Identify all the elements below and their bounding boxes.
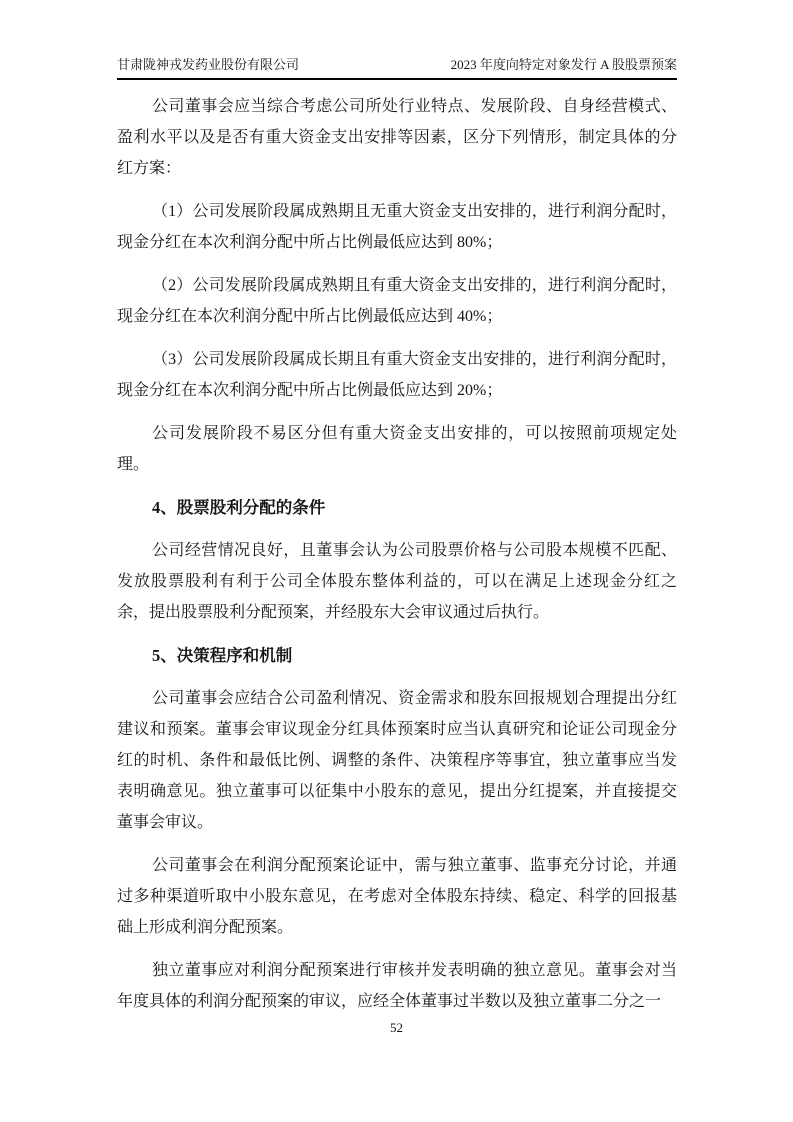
section-heading: 4、股票股利分配的条件 [152, 498, 326, 517]
text-line: 理。 [117, 456, 150, 473]
paragraph [117, 850, 677, 943]
text-line: 公司董事会应当综合考虑公司所处行业特点、发展阶段、自身经营模式、 [152, 98, 677, 115]
text-line: 公司经营情况良好，且董事会认为公司股票价格与公司股本规模不匹配、 [152, 542, 677, 559]
text-line: 独立董事应对利润分配预案进行审核并发表明确的独立意见。董事会对当 [152, 962, 677, 979]
text-line: 余，提出股票股利分配预案，并经股东大会审议通过后执行。 [117, 604, 550, 621]
header-company-name: 甘肃陇神戎发药业股份有限公司 [117, 57, 300, 72]
text-line: （1）公司发展阶段属成熟期且无重大资金支出安排的，进行利润分配时， [152, 203, 677, 220]
paragraph [117, 418, 677, 480]
text-line: 公司董事会在利润分配预案论证中，需与独立董事、监事充分讨论，并通 [152, 857, 677, 874]
text-line: 现金分红在本次利润分配中所占比例最低应达到 40%； [117, 308, 503, 325]
text-line: 年度具体的利润分配预案的审议，应经全体董事过半数以及独立董事二分之一 [117, 993, 662, 1010]
text-line: （3）公司发展阶段属成长期且有重大资金支出安排的，进行利润分配时， [152, 351, 677, 368]
paragraph [117, 955, 677, 1017]
page-header [117, 56, 677, 80]
page-number: 52 [390, 1020, 403, 1035]
text-line: 发放股票股利有利于公司全体股东整体利益的，可以在满足上述现金分红之 [117, 573, 677, 590]
paragraph [117, 535, 677, 628]
document-body [117, 91, 677, 1029]
text-line: 础上形成利润分配预案。 [117, 919, 294, 936]
paragraph [117, 91, 677, 184]
paragraph [117, 344, 677, 406]
text-line: 盈利水平以及是否有重大资金支出安排等因素，区分下列情形，制定具体的分 [117, 129, 677, 146]
text-line: 公司董事会应结合公司盈利情况、资金需求和股东回报规划合理提出分红 [152, 690, 677, 707]
text-line: （2）公司发展阶段属成熟期且有重大资金支出安排的，进行利润分配时， [152, 277, 677, 294]
paragraph [117, 270, 677, 332]
text-line: 过多种渠道听取中小股东意见，在考虑对全体股东持续、稳定、科学的回报基 [117, 888, 677, 905]
page-footer [0, 1019, 793, 1036]
header-document-title: 2023 年度向特定对象发行 A 股股票预案 [450, 57, 677, 72]
paragraph [117, 196, 677, 258]
text-line: 红的时机、条件和最低比例、调整的条件、决策程序等事宜，独立董事应当发 [117, 752, 677, 769]
text-line: 建议和预案。董事会审议现金分红具体预案时应当认真研究和论证公司现金分 [117, 721, 677, 738]
text-line: 现金分红在本次利润分配中所占比例最低应达到 20%； [117, 382, 503, 399]
paragraph [117, 683, 677, 838]
text-line: 现金分红在本次利润分配中所占比例最低应达到 80%； [117, 234, 503, 251]
text-line: 表明确意见。独立董事可以征集中小股东的意见，提出分红提案，并直接提交 [117, 783, 677, 800]
text-line: 红方案： [117, 160, 182, 177]
section-heading: 5、决策程序和机制 [152, 646, 293, 665]
text-line: 董事会审议。 [117, 814, 214, 831]
text-line: 公司发展阶段不易区分但有重大资金支出安排的，可以按照前项规定处 [152, 425, 677, 442]
